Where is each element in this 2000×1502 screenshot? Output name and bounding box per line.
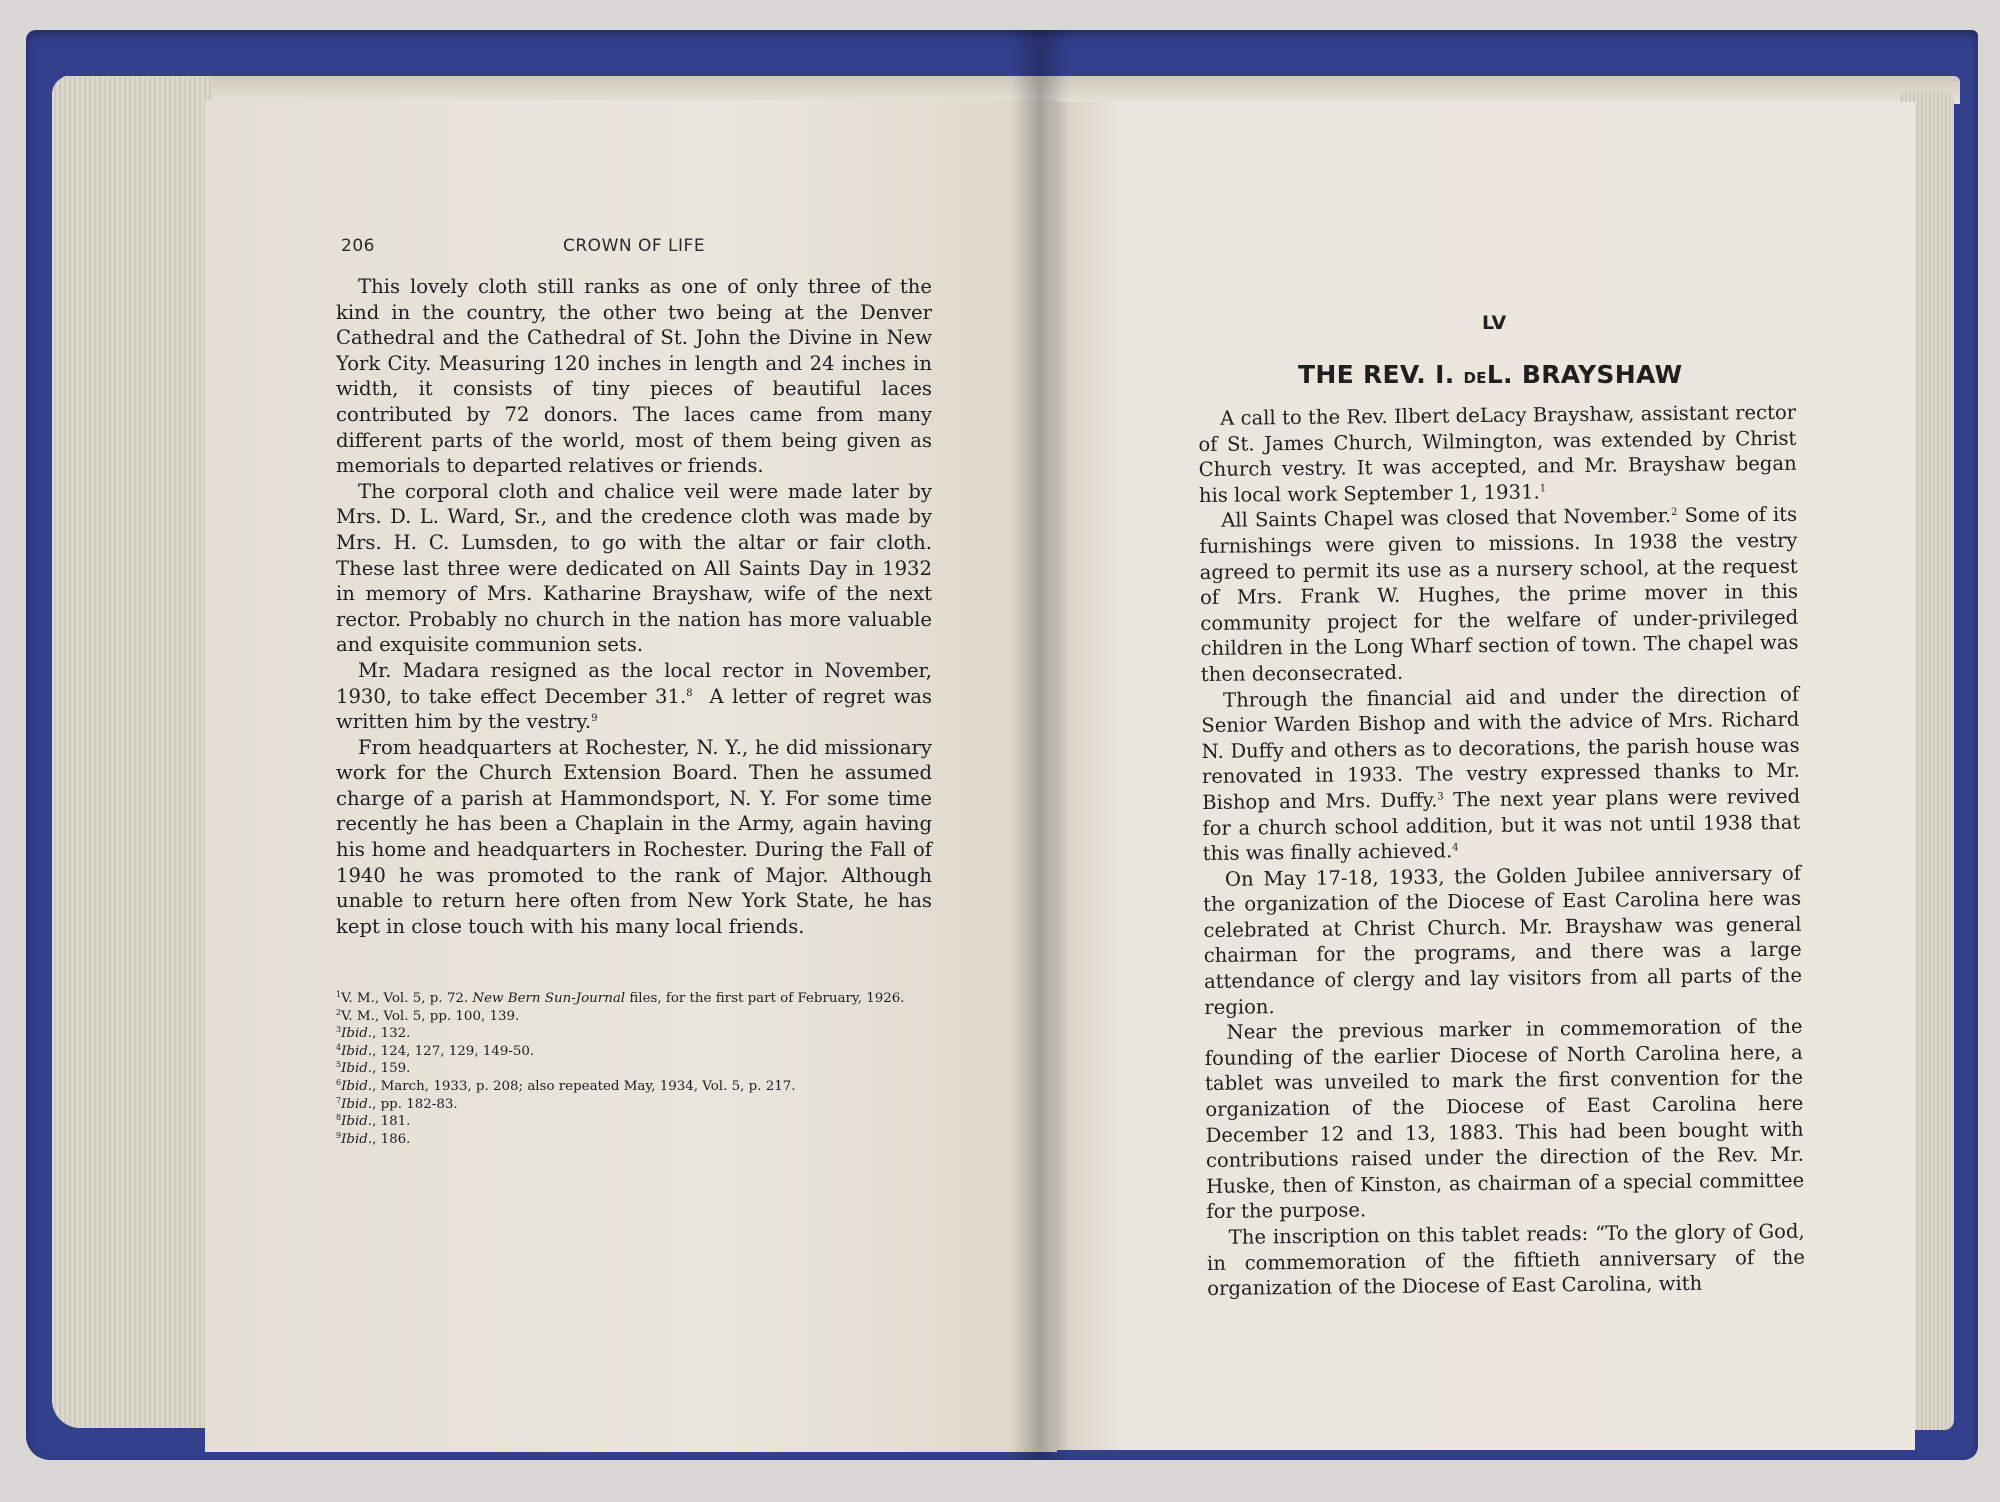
chapter-title-part: THE REV. I.: [1298, 360, 1464, 389]
paragraph: [1199, 502, 1799, 687]
footnote-italic: Ibid.: [341, 1114, 373, 1130]
note-ref: 1: [1539, 483, 1547, 495]
paragraph-text: A letter of regret was written him by the vestry.: [336, 684, 932, 734]
footnote-text: V. M., Vol. 5, p. 72.: [341, 991, 473, 1006]
footnote-text: , 124, 127, 129, 149-50.: [372, 1043, 535, 1059]
footnote-number: 3: [336, 1025, 342, 1035]
footnote-text: files, for the first part of February, 1926.: [625, 991, 905, 1006]
paragraph-text: The next year plans were revived for a church school addition, but it was not until 1938 that this was finally achieved.: [1202, 784, 1801, 866]
footnote-text: , 159.: [372, 1061, 411, 1077]
footnote-italic: Ibid.: [341, 1043, 373, 1059]
footnote-italic: Ibid.: [341, 1061, 373, 1077]
paragraph-text: All Saints Chapel was closed that November.: [1221, 504, 1672, 533]
paragraph: On May 17-18, 1933, the Golden Jubilee anniversary of the organization of the Diocese of East Carolina here was celebrated at Christ Church. Mr. Brayshaw was general chairman for the programs, and there was a large attendance of clergy and lay visitors from all parts of the region.: [1203, 861, 1803, 1019]
footnote: [336, 1078, 932, 1096]
note-ref: 2: [1671, 507, 1678, 519]
paragraph: [1201, 681, 1801, 866]
note-ref: 3: [1437, 791, 1444, 803]
footnote: [336, 1060, 932, 1078]
paragraph: Near the previous marker in commemoration of the founding of the earlier Diocese of North Carolina here, a tablet was unveiled to mark the first convention for the organization of the Diocese of East Carolina here December 12 and 13, 1883. This had been bought with contributions raised under the direction of the Rev. Mr. Huske, then of Kinston, as chairman of a special committee for the purpose.: [1204, 1014, 1805, 1224]
footnote-italic: Ibid.: [341, 1026, 373, 1042]
paragraph: [336, 658, 932, 735]
chapter-title: [1298, 360, 1698, 389]
chapter-number: LV: [1482, 312, 1507, 334]
footnotes: [336, 990, 932, 1148]
paragraph: The corporal cloth and chalice veil were made later by Mrs. D. L. Ward, Sr., and the credence cloth was made by Mrs. H. C. Lumsden, to go with the altar or fair cloth. These last three were dedicated on All Saints Day in 1932 in memory of Mrs. Katharine Brayshaw, wife of the next rector. Probably no church in the nation has more valuable and exquisite communion sets.: [336, 479, 932, 657]
footnote-text: , 181.: [372, 1114, 411, 1130]
chapter-title-part: L. BRAYSHAW: [1486, 360, 1683, 389]
paragraph-text: Some of its furnishings were given to missions. In 1938 the vestry agreed to permit its use as a nursery school, at the request of Mrs. Frank W. Hughes, the prime mover in this community project for the welfare of under-privileged children in the Long Wharf section of town. The chapel was then deconsecrated.: [1199, 503, 1799, 686]
footnote-number: 6: [336, 1077, 342, 1087]
note-ref: 4: [1452, 842, 1459, 854]
page-edges-left: [52, 76, 212, 1428]
footnote-number: 4: [336, 1042, 342, 1052]
footnote-number: 8: [336, 1113, 342, 1123]
footnote: [336, 1131, 932, 1149]
footnote-italic: Ibid.: [341, 1131, 373, 1147]
footnote: [336, 1096, 932, 1114]
footnote: [336, 1008, 932, 1026]
footnote: [336, 1025, 932, 1043]
right-body-text: [1198, 400, 1805, 1302]
page-number: 206: [341, 236, 375, 256]
footnote-italic: Ibid.: [341, 1096, 373, 1112]
footnote: [336, 1113, 932, 1131]
paragraph: The inscription on this tablet reads: “To the glory of God, in commemoration of the fiftieth anniversary of the organization of the Diocese of East Carolina, with: [1206, 1219, 1806, 1301]
note-ref: 9: [591, 713, 598, 725]
footnote-italic: Ibid.: [341, 1078, 373, 1094]
gutter-shadow: [1010, 30, 1070, 1460]
footnote-text: V. M., Vol. 5, pp. 100, 139.: [341, 1008, 520, 1024]
footnote-number: 7: [336, 1095, 342, 1105]
footnote-text: , 186.: [372, 1131, 411, 1147]
paragraph: [1198, 400, 1797, 509]
footnote-number: 2: [336, 1007, 342, 1017]
running-title: CROWN OF LIFE: [563, 236, 706, 256]
footnote-number: 1: [336, 990, 342, 999]
footnote-number: 9: [336, 1130, 342, 1140]
paragraph-text: Mr. Madara resigned as the local rector in November, 1930, to take effect December 31.: [336, 658, 932, 708]
footnote-text: , 132.: [372, 1026, 411, 1042]
paragraph-text: A call to the Rev. Ilbert deLacy Brayshaw, assistant rector of St. James Church, Wilmington, was extended by Christ Church vestry. It was accepted, and Mr. Brayshaw began his local work September 1, 1931.: [1198, 400, 1797, 507]
footnote-italic: New Bern Sun-Journal: [472, 991, 626, 1006]
footnote: [336, 990, 932, 1008]
footnote-text: , pp. 182-83.: [372, 1096, 458, 1112]
footnote-number: 5: [336, 1060, 342, 1070]
paragraph-text: Through the financial aid and under the direction of Senior Warden Bishop and with the advice of Mrs. Richard N. Duffy and others as to decorations, the parish house was renovated in 1933. The vestry expressed thanks to Mr. Bishop and Mrs. Duffy.: [1201, 682, 1800, 814]
chapter-title-smallcaps: DE: [1463, 369, 1487, 387]
footnote: [336, 1043, 932, 1061]
footnote-text: , March, 1933, p. 208; also repeated May, 1934, Vol. 5, p. 217.: [372, 1078, 796, 1094]
note-ref: 8: [686, 687, 693, 699]
paragraph: From headquarters at Rochester, N. Y., he did missionary work for the Church Extension Board. Then he assumed charge of a parish at Hammondsport, N. Y. For some time recently he has been a Chaplain in the Army, again having his home and headquarters in Rochester. During the Fall of 1940 he was promoted to the rank of Major. Although unable to return here often from New York State, he has kept in close touch with his many local friends.: [336, 735, 932, 938]
paragraph: This lovely cloth still ranks as one of only three of the kind in the country, the other two being at the Denver Cathedral and the Cathedral of St. John the Divine in New York City. Measuring 120 inches in length and 24 inches in width, it consists of tiny pieces of beautiful laces contributed by 72 donors. The laces came from many different parts of the world, most of them being given as memorials to departed relatives or friends.: [336, 275, 932, 478]
left-body-text: [336, 274, 932, 939]
